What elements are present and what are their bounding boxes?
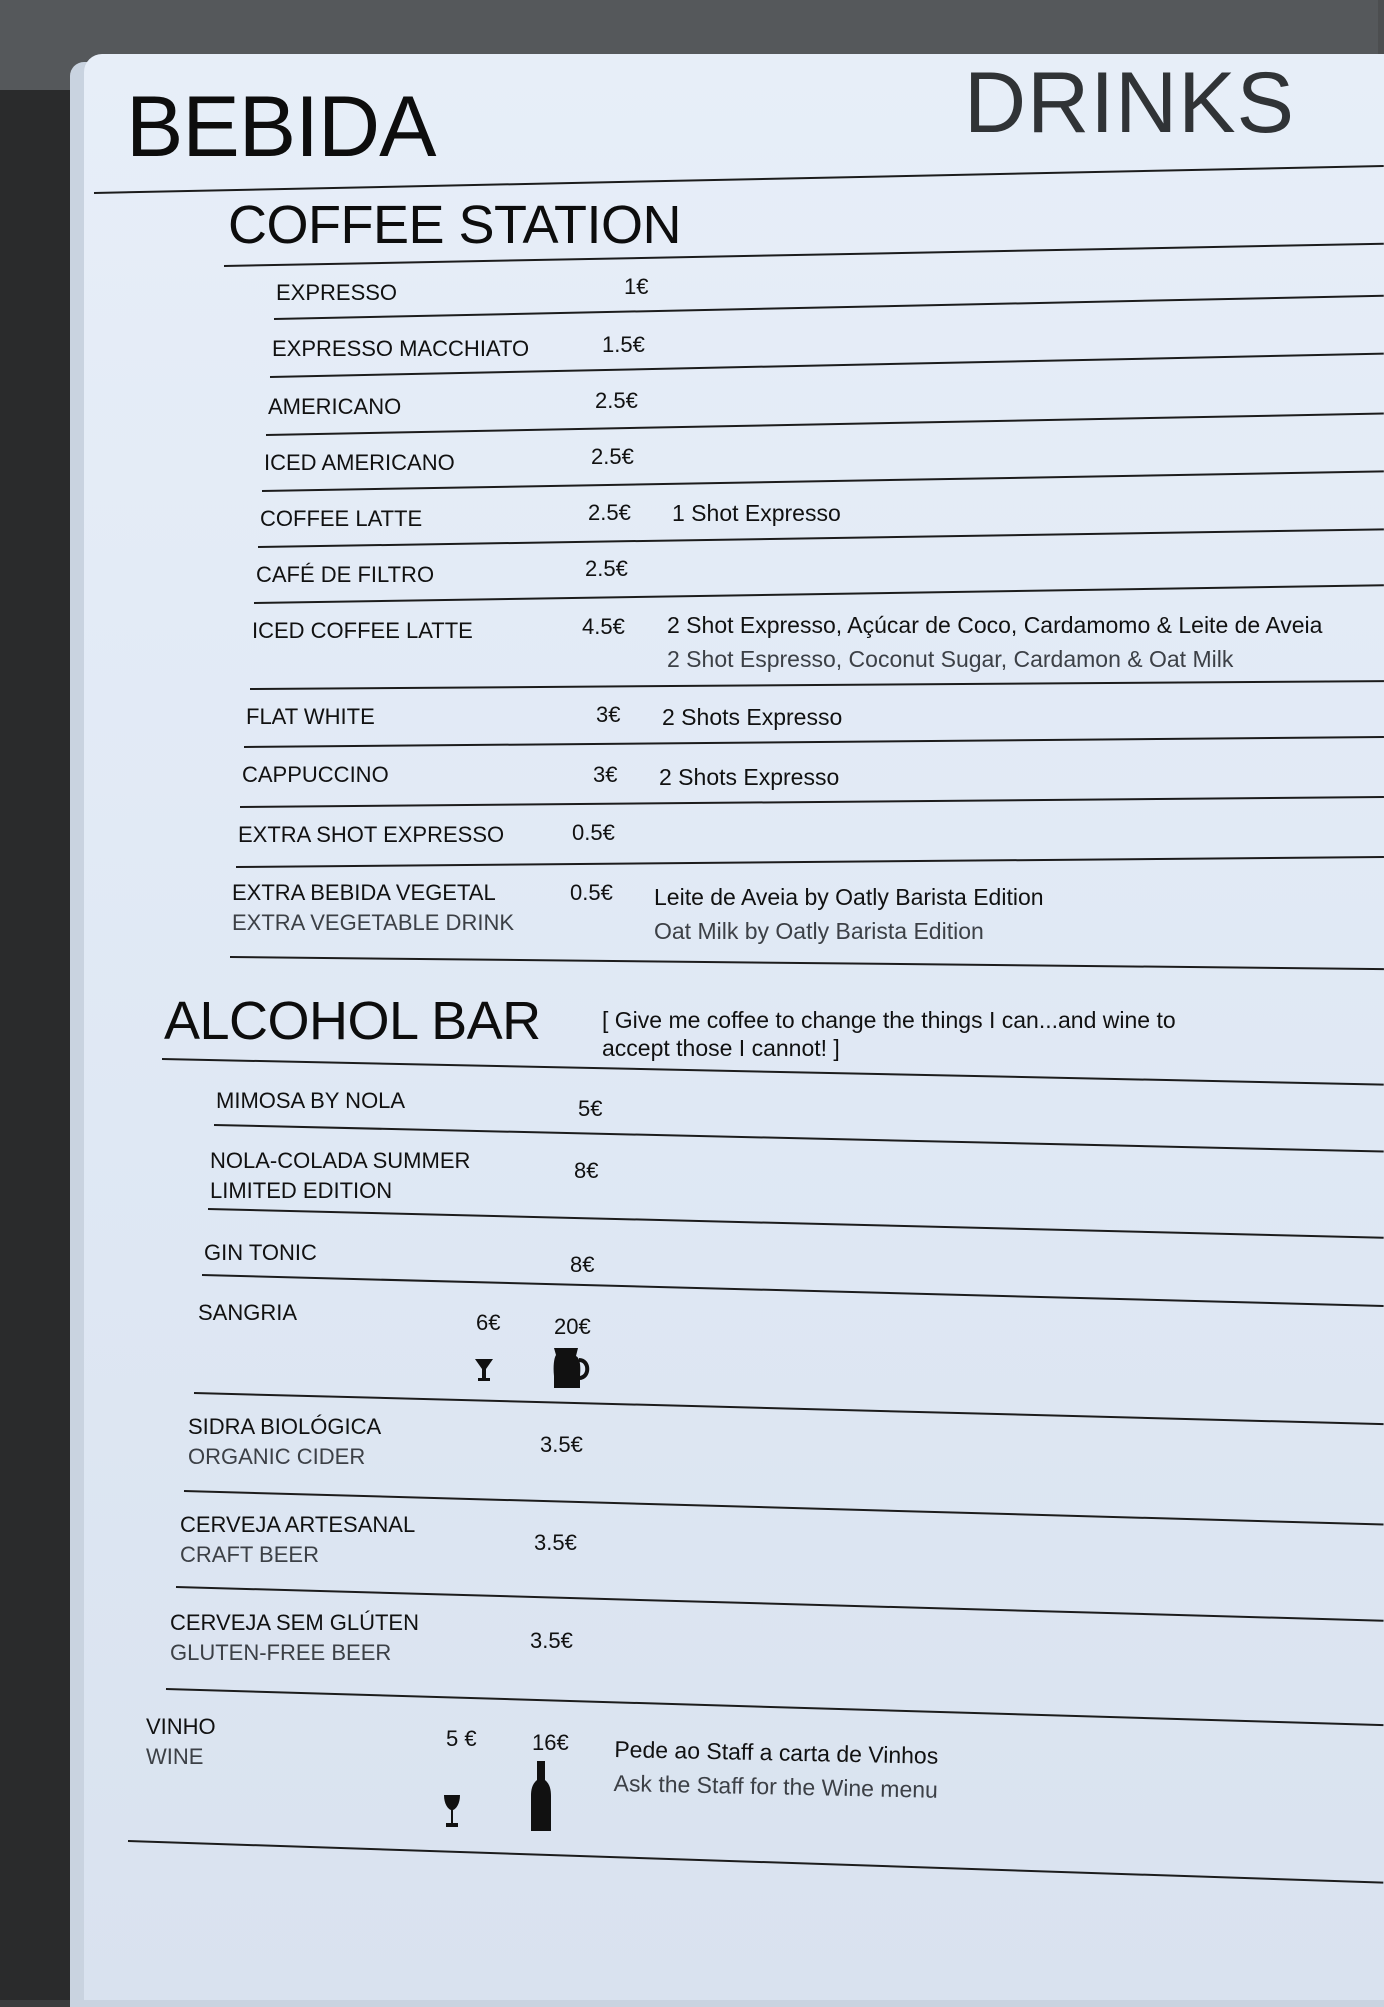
item-name: ICED AMERICANO	[264, 450, 455, 475]
menu-page	[84, 54, 1384, 2000]
bottle-icon	[530, 1760, 552, 1832]
item-desc: 1 Shot Expresso	[672, 500, 841, 526]
item-price: 3€	[593, 762, 618, 787]
item-price: 3€	[596, 702, 621, 727]
item-price: 1€	[624, 274, 649, 299]
section-title-coffee: COFFEE STATION	[228, 195, 682, 255]
item-desc-en: Ask the Staff for the Wine menu	[613, 1769, 939, 1803]
item-name-pt: CERVEJA SEM GLÚTEN	[170, 1610, 419, 1635]
item-price: 4.5€	[582, 614, 625, 639]
item-price-glass: 5 €	[446, 1726, 477, 1751]
item-name: CAFÉ DE FILTRO	[256, 562, 435, 587]
item-name	[146, 1712, 216, 1772]
item-price: 3.5€	[530, 1628, 573, 1653]
item-desc-en: 2 Shot Espresso, Coconut Sugar, Cardamon & Oat Milk	[667, 646, 1234, 672]
row-divider	[202, 1274, 1384, 1307]
item-desc	[654, 882, 1354, 946]
item-desc	[613, 1734, 1314, 1813]
item-name: AMERICANO	[268, 394, 402, 419]
row-divider	[236, 856, 1384, 868]
item-name: CAPPUCCINO	[242, 762, 389, 787]
row-divider	[274, 295, 1384, 320]
row-divider	[266, 413, 1384, 436]
item-name	[188, 1412, 381, 1472]
item-name: ICED COFFEE LATTE	[252, 618, 473, 643]
item-name	[180, 1510, 415, 1570]
alcohol-title-rule	[162, 1058, 1384, 1086]
item-name-pt: CERVEJA ARTESANAL	[180, 1512, 416, 1537]
item-name-en: GLUTEN-FREE BEER	[170, 1640, 392, 1665]
item-name: SANGRIA	[198, 1300, 298, 1325]
item-name: EXTRA SHOT EXPRESSO	[238, 822, 505, 847]
alcohol-quote: [ Give me coffee to change the things I can...and wine to accept those I cannot! ]	[602, 1007, 1176, 1061]
item-desc	[667, 610, 1367, 674]
item-price: 2.5€	[591, 444, 634, 469]
item-name: FLAT WHITE	[246, 704, 375, 729]
item-desc-pt: Leite de Aveia by Oatly Barista Edition	[654, 884, 1044, 910]
item-price: 8€	[574, 1158, 599, 1183]
item-desc-pt: 2 Shot Expresso, Açúcar de Coco, Cardamomo & Leite de Aveia	[667, 612, 1323, 638]
item-price: 3.5€	[540, 1432, 583, 1457]
item-name-pt: EXTRA BEBIDA VEGETAL	[232, 880, 496, 905]
item-price: 5€	[578, 1096, 603, 1121]
item-desc-pt: Pede ao Staff a carta de Vinhos	[614, 1736, 939, 1769]
item-price: 1.5€	[602, 332, 645, 357]
item-name: COFFEE LATTE	[260, 506, 423, 531]
row-divider	[244, 736, 1384, 748]
item-name-en: CRAFT BEER	[180, 1542, 319, 1567]
item-name	[232, 878, 514, 938]
item-name: EXPRESSO MACCHIATO	[272, 336, 530, 361]
jug-icon	[550, 1346, 592, 1390]
glass-icon	[474, 1358, 494, 1382]
row-divider	[240, 796, 1384, 808]
item-price: 0.5€	[570, 880, 613, 905]
item-desc: 2 Shots Expresso	[662, 704, 843, 730]
item-desc-en: Oat Milk by Oatly Barista Edition	[654, 918, 984, 944]
item-name-en: ORGANIC CIDER	[188, 1444, 366, 1469]
item-price-jug: 20€	[554, 1314, 591, 1339]
wine-glass-icon	[442, 1794, 462, 1828]
item-name: MIMOSA BY NOLA	[216, 1088, 406, 1113]
item-name-pt: SIDRA BIOLÓGICA	[188, 1414, 382, 1439]
item-desc: 2 Shots Expresso	[659, 764, 840, 790]
row-divider	[258, 528, 1384, 548]
item-name-pt: VINHO	[146, 1714, 216, 1739]
item-price: 8€	[570, 1252, 595, 1277]
title-drinks: DRINKS	[964, 55, 1295, 151]
item-name: GIN TONIC	[204, 1240, 317, 1265]
row-divider	[166, 1688, 1384, 1726]
item-name-en: EXTRA VEGETABLE DRINK	[232, 910, 515, 935]
row-divider	[208, 1208, 1384, 1239]
item-price-bottle: 16€	[532, 1730, 569, 1755]
row-divider	[230, 956, 1384, 970]
item-price: 0.5€	[572, 820, 615, 845]
title-bebida: BEBIDA	[126, 79, 436, 175]
item-price: 2.5€	[588, 500, 631, 525]
item-price: 2.5€	[595, 388, 638, 413]
section-title-alcohol: ALCOHOL BAR	[164, 991, 541, 1051]
row-divider	[250, 680, 1384, 690]
item-name: EXPRESSO	[276, 280, 398, 305]
item-name: NOLA-COLADA SUMMER LIMITED EDITION	[210, 1148, 471, 1203]
item-price: 2.5€	[585, 556, 628, 581]
item-name	[170, 1608, 419, 1668]
bottom-rule	[128, 1840, 1383, 1884]
item-price-glass: 6€	[476, 1310, 501, 1335]
item-price: 3.5€	[534, 1530, 577, 1555]
item-name-en: WINE	[146, 1744, 204, 1769]
